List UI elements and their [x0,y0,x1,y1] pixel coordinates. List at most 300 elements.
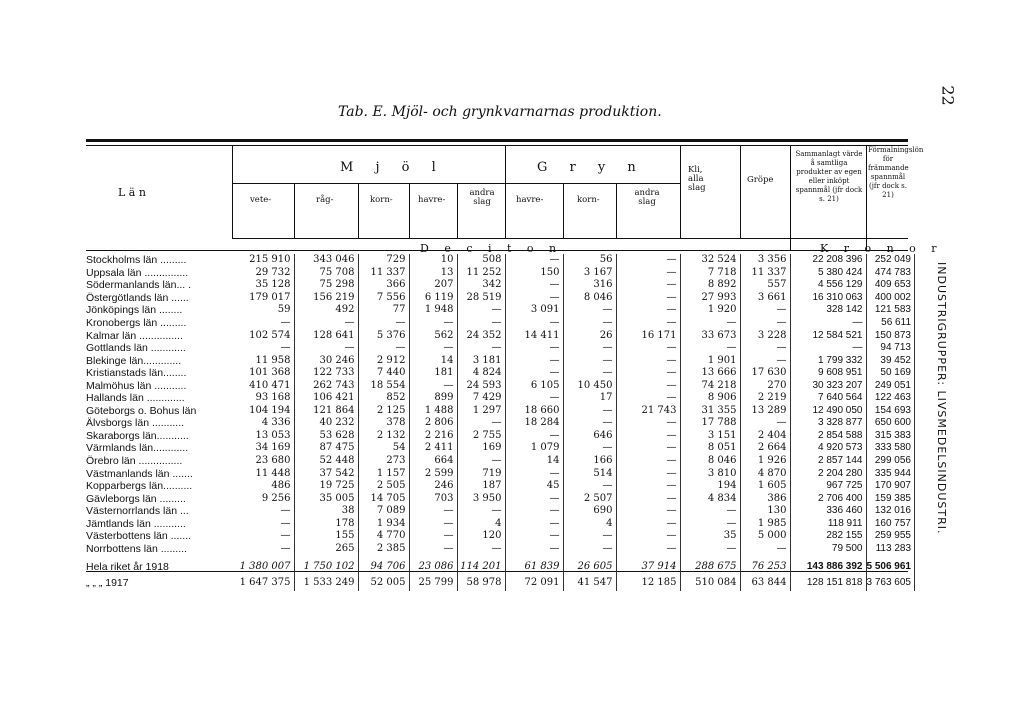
table-cell: — [358,342,409,355]
table-cell: 9 608 951 [790,367,866,380]
table-cell: 41 547 [563,575,616,591]
table-cell: 120 [457,530,505,543]
table-cell: 53 628 [294,430,358,443]
table-cell: 11 337 [740,267,790,280]
table-cell: 1 297 [457,405,505,418]
table-cell: — [616,442,680,455]
table-cell: 87 475 [294,442,358,455]
table-cell: 2 219 [740,392,790,405]
lan-name: Kopparbergs län.......... [86,480,193,493]
lan-name: Skaraborgs län........... [86,429,189,442]
table-cell: — [505,292,563,305]
table-cell: — [232,342,294,355]
header-divider [790,146,791,251]
table-cell: 1 920 [680,304,740,317]
table-cell: 121 583 [866,304,915,317]
table-cell: 75 708 [294,267,358,280]
header-divider [740,146,741,238]
table-cell: — [232,543,294,556]
table-cell: 102 574 [232,329,294,342]
table-cell: 1 533 249 [294,575,358,591]
table-cell: 58 978 [457,575,505,591]
table-cell: 130 [740,505,790,518]
table-cell: — [409,379,457,392]
table-cell: 2 505 [358,480,409,493]
table-cell: 316 [563,279,616,292]
table-cell: 50 169 [866,367,915,380]
table-cell: — [616,342,680,355]
table-cell: 17 788 [680,417,740,430]
lan-name: Stockholms län ......... [86,254,187,267]
lan-name: Hallands län ............. [86,392,185,405]
lan-name: Jämtlands län ........... [86,517,186,530]
table-cell: 11 448 [232,467,294,480]
lan-name: Västmanlands län ....... [86,467,193,480]
table-cell: 10 [409,254,457,267]
table-cell: 25 799 [409,575,457,591]
table-cell: 7 089 [358,505,409,518]
table-cell: 246 [409,480,457,493]
table-cell: 93 168 [232,392,294,405]
table-cell: 52 005 [358,575,409,591]
table-row [86,455,915,468]
table-cell: 8 051 [680,442,740,455]
table-cell: 122 463 [866,392,915,405]
table-cell: 3 950 [457,492,505,505]
table-cell: 719 [457,467,505,480]
table-cell: 30 246 [294,354,358,367]
header-divider [680,146,681,238]
table-cell: 38 [294,505,358,518]
table-cell: 11 252 [457,267,505,280]
table-cell: 33 673 [680,329,740,342]
table-cell: — [740,317,790,330]
table-cell: — [616,543,680,556]
table-cell: 3 328 877 [790,417,866,430]
table-row [86,342,915,355]
table-cell: — [790,342,866,355]
table-cell: 63 844 [740,575,790,591]
table-cell: — [358,317,409,330]
table-cell: 77 [358,304,409,317]
table-cell: 288 675 [680,555,740,575]
table-cell: 899 [409,392,457,405]
table-cell: 61 839 [505,555,563,575]
table-cell: 2 385 [358,543,409,556]
table-cell: 1 079 [505,442,563,455]
table-cell: 215 910 [232,254,294,267]
table-cell: 94 706 [358,555,409,575]
table-cell: 409 653 [866,279,915,292]
table-cell: 18 660 [505,405,563,418]
table-cell: — [563,417,616,430]
table-row [86,367,915,380]
table-cell: — [232,317,294,330]
lan-name: Jönköpings län ........ [86,304,183,317]
header-rag: råg- [316,195,334,205]
table-cell: 1 750 102 [294,555,358,575]
header-deciton: D e c i t o n [420,242,563,255]
header-vete: vete- [250,195,272,205]
table-cell: 562 [409,329,457,342]
header-divider [563,184,564,238]
table-cell: 18 284 [505,417,563,430]
table-cell: — [563,530,616,543]
header-formalningslon: Förmalningslön för främmande spannmål (jfr dock s. 21) [868,146,924,199]
table-cell: 646 [563,430,616,443]
table-cell: — [616,379,680,392]
table-cell: — [616,517,680,530]
table-cell: 664 [409,455,457,468]
table-row [86,505,915,518]
table-cell: 510 084 [680,575,740,591]
table-cell: — [740,342,790,355]
table-cell: 1 647 375 [232,575,294,591]
table-cell: — [563,317,616,330]
table-cell: 128 641 [294,329,358,342]
table-cell: 4 834 [680,492,740,505]
table-cell: 703 [409,492,457,505]
table-cell: 967 725 [790,480,866,493]
table-cell: 14 411 [505,329,563,342]
table-cell: — [232,530,294,543]
table-cell: 31 355 [680,405,740,418]
table-cell: 14 705 [358,492,409,505]
table-row [86,417,915,430]
table-cell: — [740,417,790,430]
table-cell: 1 157 [358,467,409,480]
table-cell: 39 452 [866,354,915,367]
table-row [86,379,915,392]
table-cell: 3 810 [680,467,740,480]
table-cell: — [680,342,740,355]
table-cell: — [790,317,866,330]
table-cell: 5 506 961 [866,555,915,575]
table-cell: 333 580 [866,442,915,455]
table-cell: — [505,530,563,543]
table-cell: — [232,517,294,530]
table-cell: — [680,543,740,556]
table-cell: 166 [563,455,616,468]
table-cell: — [616,254,680,267]
table-cell: 113 283 [866,543,915,556]
table-cell: 14 [409,354,457,367]
table-cell: 179 017 [232,292,294,305]
table-cell: 28 519 [457,292,505,305]
table-cell: 170 907 [866,480,915,493]
table-row [86,254,915,267]
table-cell: 366 [358,279,409,292]
header-havre-gryn: havre- [516,195,544,205]
table-cell: 7 440 [358,367,409,380]
table-cell: 27 993 [680,292,740,305]
table-cell: — [616,455,680,468]
production-table [86,254,915,591]
table-cell: — [505,354,563,367]
header-grope: Gröpe [747,175,774,185]
table-cell: — [563,354,616,367]
table-cell: — [457,342,505,355]
table-row [86,430,915,443]
table-cell: 207 [409,279,457,292]
table-cell: 400 002 [866,292,915,305]
table-cell: 56 611 [866,317,915,330]
table-title: Tab. E. Mjöl- och grynkvarnarnas produktion. [338,104,662,120]
header-andra-gryn: andra slag [634,188,660,207]
table-cell: 265 [294,543,358,556]
table-row [86,279,915,292]
table-cell: — [616,367,680,380]
lan-name: Kalmar län ............... [86,329,183,342]
table-cell: 282 155 [790,530,866,543]
table-cell: 122 733 [294,367,358,380]
table-cell: — [616,392,680,405]
lan-name: Västernorrlands län ... [86,505,189,518]
table-cell: 8 046 [563,292,616,305]
table-cell: 336 460 [790,505,866,518]
table-cell: — [616,505,680,518]
table-cell: — [505,505,563,518]
table-cell: — [616,304,680,317]
table-cell: — [616,480,680,493]
lan-name: Uppsala län ............... [86,266,189,279]
table-cell: 557 [740,279,790,292]
table-cell: — [616,467,680,480]
table-row [86,329,915,342]
table-cell: 4 336 [232,417,294,430]
table-cell: 474 783 [866,267,915,280]
table-cell: 2 664 [740,442,790,455]
lan-name: Örebro län ............... [86,455,183,468]
table-cell: 54 [358,442,409,455]
table-cell: 75 298 [294,279,358,292]
table-cell: 3 151 [680,430,740,443]
table-cell: 249 051 [866,379,915,392]
table-cell: 160 757 [866,517,915,530]
table-cell: 2 507 [563,492,616,505]
lan-name: Östergötlands län ...... [86,291,189,304]
table-cell: — [616,354,680,367]
table-cell: 386 [740,492,790,505]
table-cell: 16 310 063 [790,292,866,305]
table-cell: 128 151 818 [790,575,866,591]
table-row [86,292,915,305]
table-cell: — [457,417,505,430]
table-cell: — [563,480,616,493]
table-cell: 12 185 [616,575,680,591]
table-cell: 156 219 [294,292,358,305]
table-cell: 181 [409,367,457,380]
table-cell: 2 404 [740,430,790,443]
table-cell: 101 368 [232,367,294,380]
lan-name: „ „ „ 1917 [86,577,129,590]
table-cell: 2 755 [457,430,505,443]
header-divider [457,184,458,238]
table-cell: 3 181 [457,354,505,367]
table-cell: — [616,267,680,280]
table-cell: — [740,543,790,556]
table-cell: 8 906 [680,392,740,405]
table-cell: 2 411 [409,442,457,455]
lan-name: Södermanlands län... . [86,279,192,292]
table-cell: 150 [505,267,563,280]
header-lan: L ä n [118,186,146,199]
table-cell: 9 256 [232,492,294,505]
table-cell: — [680,505,740,518]
table-cell: 121 864 [294,405,358,418]
table-cell: 4 [457,517,505,530]
table-cell: 270 [740,379,790,392]
table-cell: 13 666 [680,367,740,380]
table-row [86,354,915,367]
table-cell: 5 376 [358,329,409,342]
table-cell: 4 556 129 [790,279,866,292]
header-kli: Kli, alla slag [688,165,706,193]
table-cell: 17 630 [740,367,790,380]
table-cell: 335 944 [866,467,915,480]
header-havre-mjol: havre- [418,195,446,205]
table-cell: 1 934 [358,517,409,530]
table-cell: 1 605 [740,480,790,493]
table-cell: 2 806 [409,417,457,430]
table-cell: 14 [505,455,563,468]
table-cell: 650 600 [866,417,915,430]
table-cell: 262 743 [294,379,358,392]
table-cell: — [563,304,616,317]
table-row [86,575,915,591]
table-cell: — [294,342,358,355]
table-cell: 259 955 [866,530,915,543]
table-cell: 4 824 [457,367,505,380]
page-number: 22 [938,85,958,106]
table-cell: 18 554 [358,379,409,392]
table-cell: — [409,530,457,543]
table-cell: 852 [358,392,409,405]
table-cell: 1 488 [409,405,457,418]
table-row [86,467,915,480]
table-cell: 194 [680,480,740,493]
table-cell: 132 016 [866,505,915,518]
header-divider [294,184,295,238]
table-cell: 169 [457,442,505,455]
table-cell: 154 693 [866,405,915,418]
table-cell: 2 599 [409,467,457,480]
table-cell: 3 356 [740,254,790,267]
table-cell: 5 380 424 [790,267,866,280]
table-cell: 729 [358,254,409,267]
table-cell: 118 911 [790,517,866,530]
unit-rule [232,238,908,239]
table-cell: — [457,304,505,317]
header-kronor: K r o n o r [820,242,943,255]
table-cell: 52 448 [294,455,358,468]
table-cell: 252 049 [866,254,915,267]
table-cell: 13 053 [232,430,294,443]
header-korn-gryn: korn- [577,195,600,205]
table-cell: — [409,505,457,518]
table-cell: 76 253 [740,555,790,575]
table-cell: — [563,342,616,355]
table-cell: 159 385 [866,492,915,505]
table-cell: — [680,517,740,530]
lan-name: Norrbottens län ......... [86,542,187,555]
table-cell: 2 132 [358,430,409,443]
table-cell: 13 [409,267,457,280]
table-row [86,517,915,530]
table-cell: — [457,455,505,468]
table-cell: — [409,517,457,530]
table-cell: 8 892 [680,279,740,292]
table-cell: 11 958 [232,354,294,367]
lan-name: Kronobergs län ......... [86,317,187,329]
table-cell: 508 [457,254,505,267]
table-cell: 410 471 [232,379,294,392]
table-cell: 7 640 564 [790,392,866,405]
table-cell: 34 169 [232,442,294,455]
lan-name: Göteborgs o. Bohus län [86,404,197,417]
table-cell: 328 142 [790,304,866,317]
table-cell: 16 171 [616,329,680,342]
table-cell: 2 125 [358,405,409,418]
table-cell: 514 [563,467,616,480]
table-cell: — [457,505,505,518]
table-cell: — [294,317,358,330]
table-cell: 143 886 392 [790,555,866,575]
table-cell: — [563,367,616,380]
table-cell: 11 337 [358,267,409,280]
table-cell: 12 584 521 [790,329,866,342]
table-cell: 6 105 [505,379,563,392]
header-korn-mjol: korn- [370,195,393,205]
lan-name: Blekinge län............. [86,354,182,367]
table-cell: 378 [358,417,409,430]
table-cell: 342 [457,279,505,292]
table-cell: 7 556 [358,292,409,305]
table-cell: 273 [358,455,409,468]
table-cell: — [409,543,457,556]
table-row [86,267,915,280]
table-cell: 1 799 332 [790,354,866,367]
table-cell: 2 857 144 [790,455,866,468]
header-sammanlagt: Sammanlagt värde å samtliga produkter av egen eller inköpt spannmål (jfr dock s. 21) [795,150,863,203]
table-cell: 2 204 280 [790,467,866,480]
table-cell: 343 046 [294,254,358,267]
table-cell: 23 680 [232,455,294,468]
table-row [86,317,915,330]
table-cell: 3 091 [505,304,563,317]
table-cell: 2 854 588 [790,430,866,443]
lan-name: Kristianstads län........ [86,367,187,380]
table-cell: — [409,317,457,330]
table-cell: — [505,279,563,292]
lan-name: Värmlands län............ [86,442,189,455]
table-cell: 26 605 [563,555,616,575]
table-cell: 24 593 [457,379,505,392]
table-cell: 59 [232,304,294,317]
header-divider [232,146,233,238]
table-cell: 10 450 [563,379,616,392]
table-cell: 1 901 [680,354,740,367]
header-divider [358,184,359,238]
lan-name: Västerbottens län ....... [86,530,192,543]
table-cell: 8 046 [680,455,740,468]
table-cell: 35 005 [294,492,358,505]
table-cell: — [616,530,680,543]
table-cell: 150 873 [866,329,915,342]
table-cell: — [457,317,505,330]
table-cell: 37 914 [616,555,680,575]
top-rule-thin [86,145,908,146]
